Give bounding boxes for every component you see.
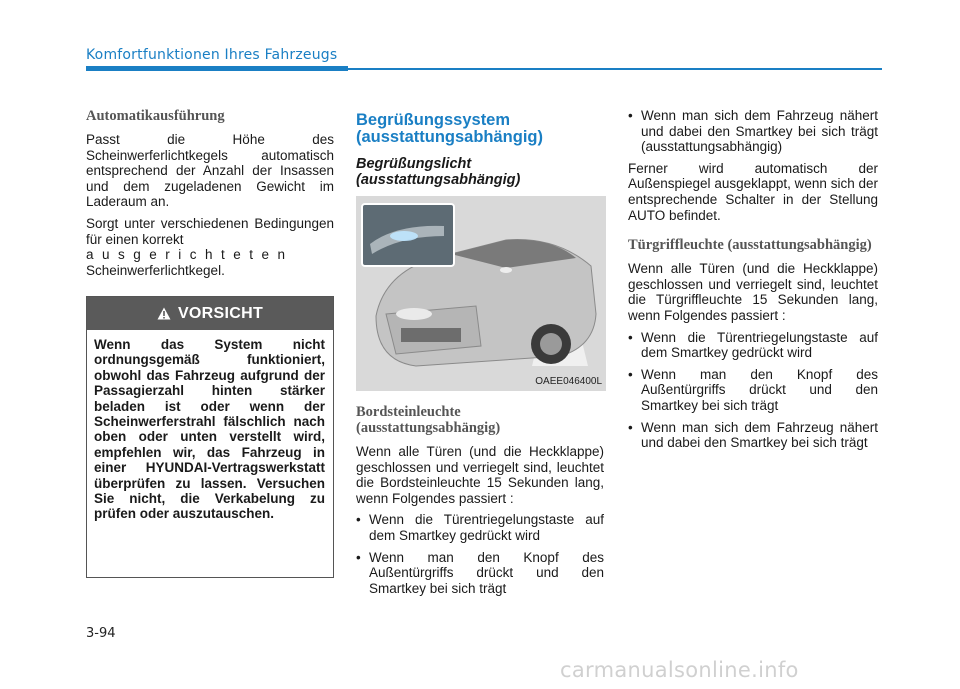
list-item: • Wenn die Türentriegelungstaste auf dem Smartkey gedrückt wird xyxy=(628,330,878,361)
heading-begruessungssystem: Begrüßungssystem (ausstattungsabhängig) xyxy=(356,111,544,146)
list-item: • Wenn man den Knopf des Außentürgriffs drückt und den Smartkey bei sich trägt xyxy=(356,550,604,597)
page-number: 3-94 xyxy=(86,626,116,641)
caution-header xyxy=(87,297,333,330)
figure-caption: OAEE046400L xyxy=(535,376,602,387)
paragraph-aussenspiegel: Ferner wird automatisch der Außenspiegel ausgeklappt, wenn sich der entsprechende Schalter in der Stellung AUTO befindet. xyxy=(628,160,878,223)
paragraph-sorgt-end: Scheinwerferlichtkegel. xyxy=(86,262,225,278)
header-accent-bar xyxy=(86,66,348,71)
car-welcome-light-figure xyxy=(356,196,606,391)
bordstein-bullet-list xyxy=(356,512,604,596)
paragraph-tuergriffleuchte: Wenn alle Türen (und die Heckklappe) geschlossen und verriegelt sind, leuchtet die Türgriffleuchte 15 Sekunden lang, wenn Folgendes passiert : xyxy=(628,261,878,323)
caution-box xyxy=(86,296,334,578)
paragraph-automatik: Passt die Höhe des Scheinwerferlichtkegels automatisch entsprechend der Anzahl der Insassen und dem zugeladenen Gewicht im Laderaum an. xyxy=(86,132,334,210)
car-illustration xyxy=(356,196,606,391)
column-middle xyxy=(356,108,604,602)
heading-bordsteinleuchte: Bordsteinleuchte (ausstattungsabhängig) xyxy=(356,404,501,436)
column-right xyxy=(628,108,878,457)
heading-automatikausfuehrung: Automatikausführung xyxy=(86,108,225,124)
paragraph-sorgt-spaced: ausgerichteten xyxy=(86,247,294,263)
paragraph-sorgt xyxy=(86,216,334,247)
paragraph-sorgt-part1: Sorgt unter verschiedenen Bedingungen für einen korrekt xyxy=(86,215,334,247)
heading-tuergriffleuchte: Türgriffleuchte (ausstattungsabhängig) xyxy=(628,237,872,254)
column-left xyxy=(86,108,334,284)
header-rule xyxy=(348,68,882,70)
list-item: • Wenn man sich dem Fahrzeug nähert und dabei den Smartkey bei sich trägt (ausstattungsabhängig) xyxy=(628,108,878,155)
watermark: carmanualsonline.info xyxy=(560,658,799,682)
bordstein-bullet-list-continued xyxy=(628,108,878,155)
heading-begruessungslicht: Begrüßungslicht (ausstattungsabhängig) xyxy=(356,156,521,188)
list-item: • Wenn die Türentriegelungstaste auf dem Smartkey gedrückt wird xyxy=(356,512,604,543)
warning-triangle-icon xyxy=(157,307,171,320)
caution-label: VORSICHT xyxy=(177,304,264,322)
caution-text: Wenn das System nicht ordnungsgemäß funktioniert, obwohl das Fahrzeug aufgrund der Passagierzahl hinten stärker beladen ist oder wenn der Scheinwerferstrahl fälschlich nach oben oder unten verstellt wird, empfehlen wir, das Fahrzeug in einer HYUNDAI-Vertragswerkstatt überprüfen zu lassen. Versuchen Sie nicht, die Verkabelung zu prüfen oder auszutauschen. xyxy=(94,337,325,522)
paragraph-bordsteinleuchte: Wenn alle Türen (und die Heckklappe) geschlossen und verriegelt sind, leuchtet die Bordsteinleuchte 15 Sekunden lang, wenn Folgendes passiert : xyxy=(356,444,604,506)
list-item: • Wenn man den Knopf des Außentürgriffs drückt und den Smartkey bei sich trägt xyxy=(628,367,878,414)
tuergriff-bullet-list xyxy=(628,330,878,451)
list-item: • Wenn man sich dem Fahrzeug nähert und dabei den Smartkey bei sich trägt xyxy=(628,420,878,451)
section-header-title: Komfortfunktionen Ihres Fahrzeugs xyxy=(86,47,338,63)
